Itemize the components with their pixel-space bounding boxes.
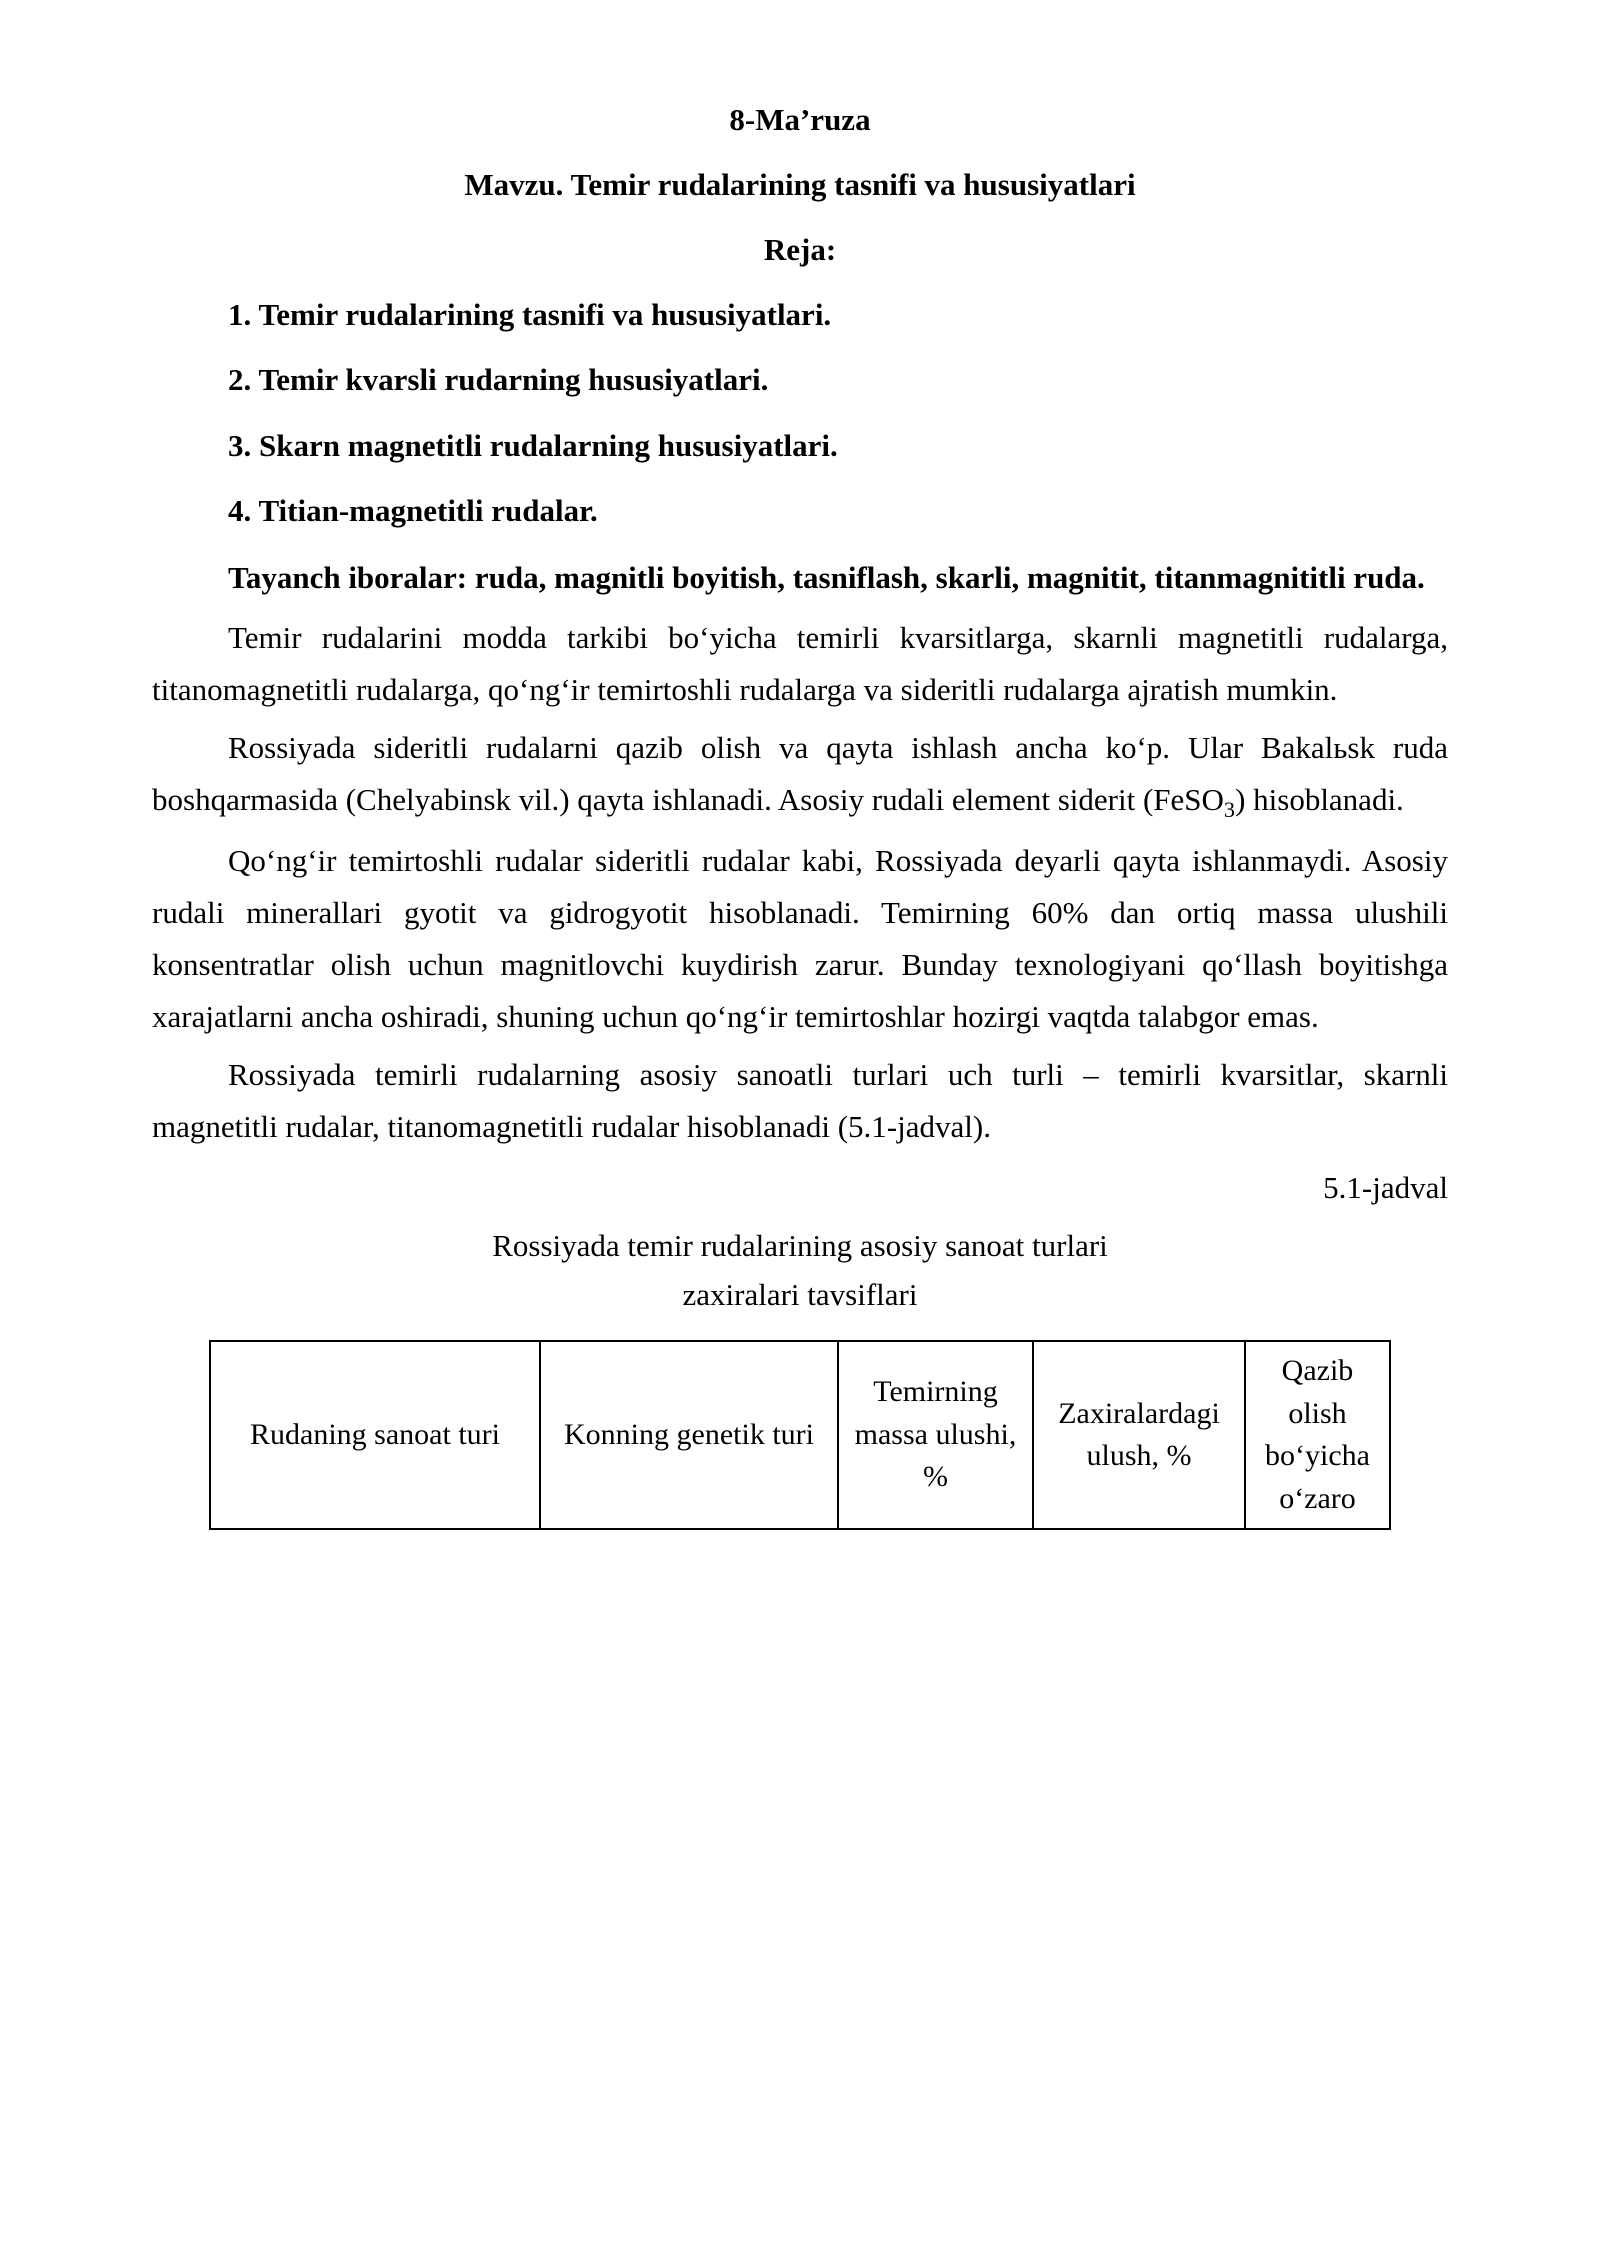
- table-caption-line-1: Rossiyada temir rudalarining asosiy sanoat turlari: [492, 1227, 1108, 1263]
- plan-item-3: 3. Skarn magnetitli rudalarning hususiyatlari.: [228, 427, 838, 463]
- document-content: [152, 96, 1448, 1530]
- table-header-zaxiralardagi-ulush: Zaxiralardagi ulush, %: [1033, 1341, 1245, 1529]
- ore-types-table: [209, 1340, 1391, 1530]
- body-paragraph-1: Temir rudalarini modda tarkibi bo‘yicha temirli kvarsitlarga, skarnli magnetitli rudalarga, titanomagnetitli rudalarga, qo‘ng‘ir temirtoshli rudalarga va sideritli rudalarga ajratish mumkin.: [152, 619, 1448, 707]
- plan-item-1: 1. Temir rudalarining tasnifi va hususiyatlari.: [228, 297, 832, 333]
- table-header-temirning-massa-ulushi: Temirning massa ulushi, %: [838, 1341, 1033, 1529]
- paragraph-2-text-before: Rossiyada sideritli rudalarni qazib olish va qayta ishlash ancha ko‘p. Ular Bakalьsk ruda boshqarmasida (Chelyabinsk vil.) qayta ishlanadi. Asosiy rudali element siderit (FeSO: [152, 730, 1448, 818]
- plan-item-2: 2. Temir kvarsli rudarning hususiyatlari.: [228, 362, 769, 398]
- plan-label-heading: Reja:: [763, 232, 837, 268]
- keywords-paragraph: Tayanch iboralar: ruda, magnitli boyitish, tasniflash, skarli, magnitit, titanmagnititli ruda.: [228, 559, 1425, 595]
- plan-item-4: 4. Titian-magnetitli rudalar.: [228, 492, 598, 528]
- formula-subscript: 3: [1223, 797, 1236, 823]
- paragraph-2-text-after: ) hisoblanadi.: [1235, 782, 1404, 818]
- body-paragraph-4: Rossiyada temirli rudalarning asosiy sanoatli turlari uch turli – temirli kvarsitlar, skarnli magnetitli rudalar, titanomagnetitli rudalar hisoblanadi (5.1-jadval).: [152, 1057, 1448, 1145]
- body-paragraph-3: Qo‘ng‘ir temirtoshli rudalar sideritli rudalar kabi, Rossiyada deyarli qayta ishlanmaydi. Asosiy rudali minerallari gyotit va gidrogyotit hisoblanadi. Temirning 60% dan ortiq massa ulushili konsentratlar olish uchun magnitlovchi kuydirish zarur. Bunday texnologiyani qo‘llash boyitishga xarajatlarni ancha oshiradi, shuning uchun qo‘ng‘ir temirtoshlar hozirgi vaqtda talabgor emas.: [152, 842, 1448, 1034]
- lecture-number-heading: 8-Ma’ruza: [729, 102, 871, 137]
- table-caption-line-2: zaxiralari tavsiflari: [682, 1277, 918, 1313]
- body-paragraph-2: [152, 722, 1448, 829]
- topic-heading: Mavzu. Temir rudalarining tasnifi va hususiyatlari: [464, 167, 1136, 203]
- table-number-label: 5.1-jadval: [1323, 1170, 1448, 1206]
- table-header-rudaning-sanoat-turi: Rudaning sanoat turi: [210, 1341, 540, 1529]
- table-header-row-group: [210, 1341, 1390, 1529]
- table-header-row: [210, 1341, 1390, 1529]
- table-header-qazib-olish-bo-yicha-o-zaro: Qazib olish bo‘yicha o‘zaro: [1245, 1341, 1390, 1529]
- table-header-konning-genetik-turi: Konning genetik turi: [540, 1341, 838, 1529]
